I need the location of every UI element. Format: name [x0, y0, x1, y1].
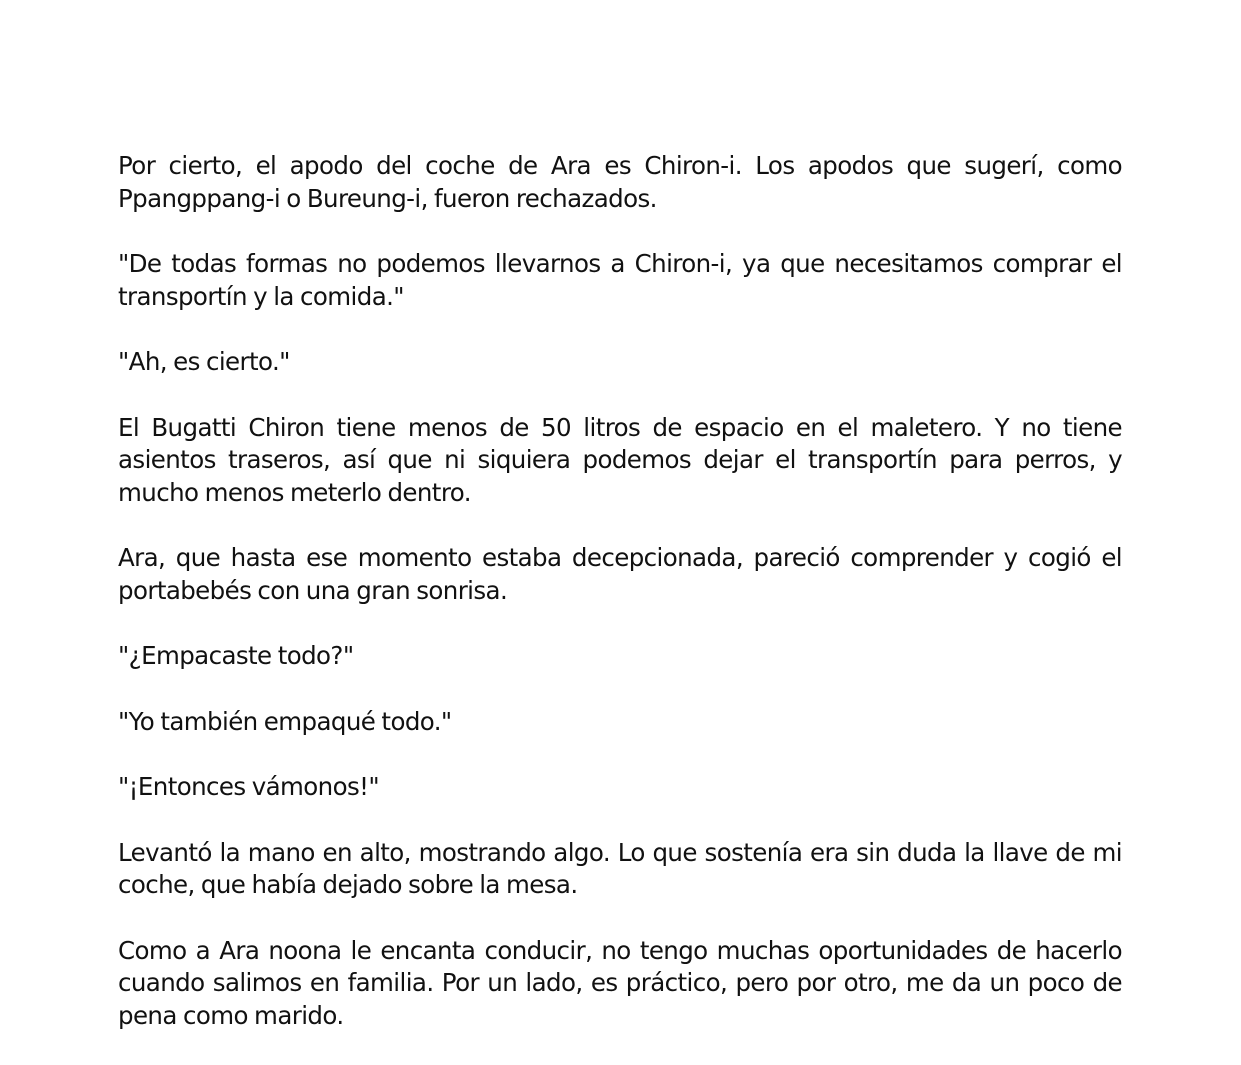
paragraph-5: Ara, que hasta ese momento estaba decepcionada, pareció comprender y cogió el portabebés con una gran sonrisa. [118, 543, 1122, 605]
paragraph-6: "¿Empacaste todo?" [118, 641, 354, 670]
paragraph-1: Por cierto, el apodo del coche de Ara es Chiron-i. Los apodos que sugerí, como Ppangppang-i o Bureung-i, fueron rechazados. [118, 151, 1122, 213]
paragraph-3: "Ah, es cierto." [118, 347, 290, 376]
paragraph-8: "¡Entonces vámonos!" [118, 772, 380, 801]
paragraph-10: Como a Ara noona le encanta conducir, no tengo muchas oportunidades de hacerlo cuando salimos en familia. Por un lado, es práctico, pero por otro, me da un poco de pena como marido. [118, 935, 1122, 1030]
paragraph-2: "De todas formas no podemos llevarnos a Chiron-i, ya que necesitamos comprar el transportín y la comida." [118, 249, 1122, 311]
paragraph-7: "Yo también empaqué todo." [118, 706, 452, 736]
paragraph-4: El Bugatti Chiron tiene menos de 50 litros de espacio en el maletero. Y no tiene asientos traseros, así que ni siquiera podemos dejar el transportín para perros, y mucho menos meterlo dentro. [118, 412, 1122, 507]
document-page [118, 150, 1122, 1065]
paragraph-9: Levantó la mano en alto, mostrando algo. Lo que sostenía era sin duda la llave de mi coche, que había dejado sobre la mesa. [118, 837, 1122, 899]
